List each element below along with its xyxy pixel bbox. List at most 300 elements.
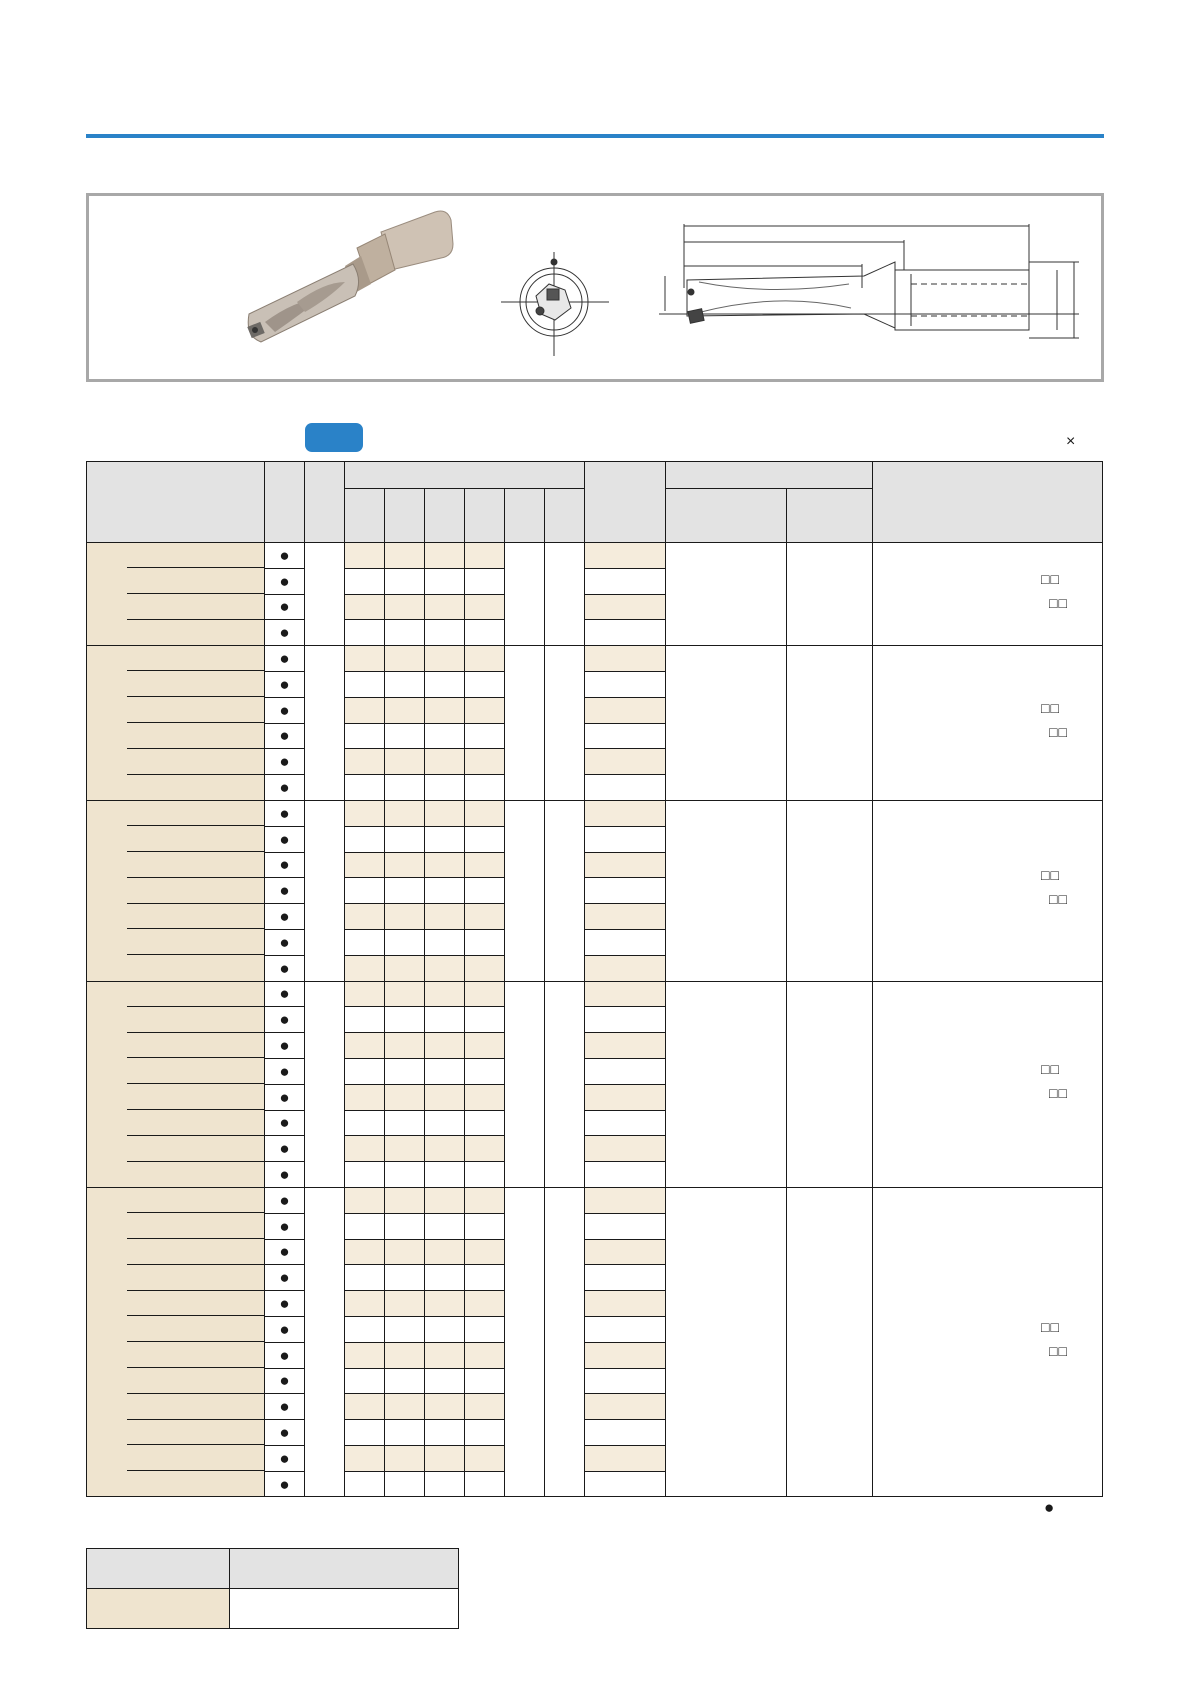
model-cell xyxy=(87,594,265,620)
dimension-cell xyxy=(425,1239,465,1265)
model-cell xyxy=(87,543,265,569)
drill-length-cell xyxy=(585,1368,666,1394)
legend-value-cell xyxy=(230,1589,459,1629)
dimension-cell xyxy=(385,981,425,1007)
dimension-cell xyxy=(465,1136,505,1162)
model-cell xyxy=(87,826,265,852)
dimension-merged-cell xyxy=(545,981,585,1187)
dimension-cell xyxy=(465,1187,505,1213)
insert-cell xyxy=(666,800,787,981)
dimension-cell xyxy=(345,568,385,594)
stock-cell: ● xyxy=(265,1239,305,1265)
dimension-cell xyxy=(345,1471,385,1497)
dimension-cell xyxy=(465,1368,505,1394)
dimension-cell xyxy=(465,826,505,852)
dimension-merged-cell xyxy=(505,646,545,801)
dimension-cell xyxy=(385,1445,425,1471)
dimension-cell xyxy=(425,1058,465,1084)
blank-column-cell xyxy=(305,800,345,981)
drill-length-cell xyxy=(585,1471,666,1497)
dimension-cell xyxy=(465,955,505,981)
dimension-cell xyxy=(465,1445,505,1471)
header-dim-2 xyxy=(385,489,425,543)
dimension-cell xyxy=(385,1187,425,1213)
dimension-cell xyxy=(385,929,425,955)
model-cell xyxy=(87,1007,265,1033)
dimension-cell xyxy=(345,929,385,955)
drill-length-cell xyxy=(585,594,666,620)
dimension-cell xyxy=(385,826,425,852)
insert-cell xyxy=(787,800,873,981)
stock-cell: ● xyxy=(265,620,305,646)
drill-length-cell xyxy=(585,800,666,826)
dimension-cell xyxy=(345,1239,385,1265)
dimension-cell xyxy=(465,878,505,904)
drill-length-cell xyxy=(585,1239,666,1265)
dimension-cell xyxy=(465,697,505,723)
drill-length-cell xyxy=(585,723,666,749)
drill-length-cell xyxy=(585,671,666,697)
dimension-cell xyxy=(385,800,425,826)
dimension-cell xyxy=(385,955,425,981)
header-dim-6 xyxy=(545,489,585,543)
stock-cell: ● xyxy=(265,1265,305,1291)
dimension-cell xyxy=(385,1110,425,1136)
stock-cell: ● xyxy=(265,852,305,878)
dimension-cell xyxy=(345,1084,385,1110)
parts-note-mark: □□ xyxy=(1049,1084,1068,1101)
dimension-cell xyxy=(425,1162,465,1188)
drill-length-cell xyxy=(585,646,666,672)
model-cell xyxy=(87,1368,265,1394)
parts-cell xyxy=(873,1187,1103,1497)
stock-cell: ● xyxy=(265,1368,305,1394)
header-drill-length xyxy=(585,462,666,543)
header-blank xyxy=(305,462,345,543)
dimension-cell xyxy=(345,594,385,620)
model-cell xyxy=(87,1239,265,1265)
stock-cell: ● xyxy=(265,929,305,955)
model-cell xyxy=(87,981,265,1007)
dimension-cell xyxy=(385,1368,425,1394)
model-cell xyxy=(87,904,265,930)
dimension-merged-cell xyxy=(545,543,585,646)
dimension-cell xyxy=(345,904,385,930)
stock-cell: ● xyxy=(265,1213,305,1239)
dimension-cell xyxy=(345,646,385,672)
dimension-cell xyxy=(385,620,425,646)
dimension-cell xyxy=(425,1394,465,1420)
model-cell xyxy=(87,1445,265,1471)
stock-cell: ● xyxy=(265,904,305,930)
dimension-cell xyxy=(345,1316,385,1342)
dimension-merged-cell xyxy=(505,543,545,646)
drill-length-cell xyxy=(585,1394,666,1420)
model-cell xyxy=(87,1162,265,1188)
header-dim-3 xyxy=(425,489,465,543)
dimension-cell xyxy=(345,775,385,801)
drill-length-cell xyxy=(585,1291,666,1317)
dimension-cell xyxy=(345,1136,385,1162)
dimension-cell xyxy=(425,671,465,697)
dimension-cell xyxy=(385,1007,425,1033)
dimension-cell xyxy=(385,646,425,672)
stock-cell: ● xyxy=(265,1394,305,1420)
model-cell xyxy=(87,1394,265,1420)
drill-length-cell xyxy=(585,929,666,955)
model-cell xyxy=(87,1058,265,1084)
model-cell xyxy=(87,800,265,826)
parts-note-mark: □□ xyxy=(1041,570,1060,587)
dimension-cell xyxy=(385,878,425,904)
header-insert-1 xyxy=(666,489,787,543)
drill-length-cell xyxy=(585,620,666,646)
parts-note-mark: □□ xyxy=(1041,699,1060,716)
model-cell xyxy=(87,671,265,697)
dimension-cell xyxy=(385,1136,425,1162)
drill-length-cell xyxy=(585,1058,666,1084)
dimension-cell xyxy=(465,1084,505,1110)
dimension-cell xyxy=(465,775,505,801)
dimension-cell xyxy=(385,1162,425,1188)
drill-length-cell xyxy=(585,697,666,723)
dimension-cell xyxy=(425,1471,465,1497)
model-cell xyxy=(87,878,265,904)
insert-cell xyxy=(666,981,787,1187)
drill-length-cell xyxy=(585,1342,666,1368)
stock-cell: ● xyxy=(265,671,305,697)
legend-table xyxy=(86,1548,459,1629)
drill-length-cell xyxy=(585,852,666,878)
stock-cell: ● xyxy=(265,1136,305,1162)
dimension-cell xyxy=(425,1213,465,1239)
dimension-cell xyxy=(345,826,385,852)
dimension-cell xyxy=(345,1291,385,1317)
dimension-cell xyxy=(345,1213,385,1239)
dimension-cell xyxy=(385,1471,425,1497)
dimension-cell xyxy=(465,1110,505,1136)
dimension-merged-cell xyxy=(545,1187,585,1497)
dimension-cell xyxy=(465,620,505,646)
dimension-cell xyxy=(425,878,465,904)
dimension-cell xyxy=(425,1342,465,1368)
product-photo xyxy=(247,211,453,342)
dimension-cell xyxy=(425,1110,465,1136)
dimension-cell xyxy=(345,981,385,1007)
table-row xyxy=(87,981,1103,1007)
dimension-cell xyxy=(425,929,465,955)
drill-length-cell xyxy=(585,1033,666,1059)
model-cell xyxy=(87,1084,265,1110)
stock-cell: ● xyxy=(265,1291,305,1317)
drill-length-cell xyxy=(585,749,666,775)
stock-cell: ● xyxy=(265,955,305,981)
stock-cell: ● xyxy=(265,775,305,801)
dimension-cell xyxy=(425,775,465,801)
dimension-cell xyxy=(465,1316,505,1342)
dimension-cell xyxy=(345,1162,385,1188)
model-cell xyxy=(87,852,265,878)
parts-note-mark: □□ xyxy=(1041,1060,1060,1077)
drill-length-cell xyxy=(585,1084,666,1110)
drill-length-cell xyxy=(585,568,666,594)
model-cell xyxy=(87,620,265,646)
dimension-merged-cell xyxy=(505,1187,545,1497)
dimension-cell xyxy=(425,749,465,775)
dimension-cell xyxy=(385,1316,425,1342)
dimension-cell xyxy=(345,1368,385,1394)
insert-cell xyxy=(787,646,873,801)
dimension-cell xyxy=(385,1058,425,1084)
drill-length-cell xyxy=(585,878,666,904)
dimension-cell xyxy=(465,1471,505,1497)
model-cell xyxy=(87,568,265,594)
stock-cell: ● xyxy=(265,826,305,852)
dimension-cell xyxy=(345,1007,385,1033)
parts-cell xyxy=(873,543,1103,646)
dimension-cell xyxy=(385,1291,425,1317)
product-figure-panel xyxy=(86,193,1104,382)
dimension-cell xyxy=(425,955,465,981)
dimension-cell xyxy=(425,852,465,878)
stock-cell: ● xyxy=(265,594,305,620)
dimension-cell xyxy=(465,723,505,749)
model-cell xyxy=(87,775,265,801)
stock-cell: ● xyxy=(265,800,305,826)
dimension-cell xyxy=(385,543,425,569)
dimension-cell xyxy=(425,543,465,569)
dimension-cell xyxy=(385,568,425,594)
dimension-cell xyxy=(465,904,505,930)
dimension-cell xyxy=(385,749,425,775)
header-model xyxy=(87,462,265,543)
model-cell xyxy=(87,723,265,749)
dimension-cell xyxy=(465,1213,505,1239)
drill-length-cell xyxy=(585,1445,666,1471)
dimension-merged-cell xyxy=(545,646,585,801)
drill-length-cell xyxy=(585,1316,666,1342)
stock-cell: ● xyxy=(265,878,305,904)
dimension-cell xyxy=(425,1291,465,1317)
multiply-mark: × xyxy=(1066,433,1076,450)
insert-cell xyxy=(787,543,873,646)
dimension-cell xyxy=(425,1445,465,1471)
dimension-cell xyxy=(345,1033,385,1059)
stock-cell: ● xyxy=(265,1342,305,1368)
model-cell xyxy=(87,1471,265,1497)
dimension-cell xyxy=(345,1187,385,1213)
dimension-cell xyxy=(425,826,465,852)
header-dim-1 xyxy=(345,489,385,543)
model-cell xyxy=(87,646,265,672)
dimension-cell xyxy=(345,1394,385,1420)
dimension-cell xyxy=(425,800,465,826)
blank-column-cell xyxy=(305,543,345,646)
stock-cell: ● xyxy=(265,1471,305,1497)
drill-length-cell xyxy=(585,904,666,930)
dimension-cell xyxy=(345,1110,385,1136)
model-cell xyxy=(87,1316,265,1342)
model-cell xyxy=(87,1342,265,1368)
drill-length-cell xyxy=(585,955,666,981)
stock-cell: ● xyxy=(265,568,305,594)
dimension-cell xyxy=(465,800,505,826)
dimension-cell xyxy=(385,594,425,620)
table-row xyxy=(87,1187,1103,1213)
dimension-merged-cell xyxy=(545,800,585,981)
drill-length-cell xyxy=(585,1213,666,1239)
dimension-cell xyxy=(465,594,505,620)
legend-stock-mark: ● xyxy=(1044,1498,1055,1517)
dimension-cell xyxy=(385,1213,425,1239)
series-badge xyxy=(305,423,363,452)
header-insert xyxy=(666,462,873,489)
dimension-cell xyxy=(385,1420,425,1446)
dimension-cell xyxy=(425,1033,465,1059)
dimension-cell xyxy=(345,800,385,826)
dimension-cell xyxy=(385,1033,425,1059)
stock-cell: ● xyxy=(265,1110,305,1136)
table-row xyxy=(87,543,1103,569)
dimension-cell xyxy=(425,1187,465,1213)
dimension-cell xyxy=(465,1033,505,1059)
header-dim-4 xyxy=(465,489,505,543)
specification-table xyxy=(86,461,1103,1497)
dimension-merged-cell xyxy=(505,800,545,981)
drill-length-cell xyxy=(585,1136,666,1162)
dimension-cell xyxy=(465,1394,505,1420)
stock-cell: ● xyxy=(265,1007,305,1033)
table-row xyxy=(87,646,1103,672)
stock-cell: ● xyxy=(265,723,305,749)
side-view-drawing xyxy=(659,224,1079,338)
insert-cell xyxy=(666,543,787,646)
drill-length-cell xyxy=(585,775,666,801)
dimension-cell xyxy=(345,955,385,981)
dimension-cell xyxy=(465,1058,505,1084)
dimension-cell xyxy=(425,1007,465,1033)
dimension-cell xyxy=(385,1084,425,1110)
legend-header-value xyxy=(230,1549,459,1589)
dimension-cell xyxy=(465,1239,505,1265)
dimension-cell xyxy=(425,1084,465,1110)
dimension-cell xyxy=(345,620,385,646)
dimension-cell xyxy=(385,904,425,930)
dimension-cell xyxy=(425,1136,465,1162)
end-view-drawing xyxy=(501,252,609,356)
stock-cell: ● xyxy=(265,1420,305,1446)
drill-length-cell xyxy=(585,981,666,1007)
legend-header-key xyxy=(87,1549,230,1589)
model-cell xyxy=(87,1291,265,1317)
dimension-cell xyxy=(465,1291,505,1317)
dimension-cell xyxy=(345,1058,385,1084)
dimension-cell xyxy=(465,1007,505,1033)
dimension-cell xyxy=(385,697,425,723)
stock-cell: ● xyxy=(265,1445,305,1471)
dimension-cell xyxy=(465,671,505,697)
dimension-cell xyxy=(465,981,505,1007)
dimension-cell xyxy=(345,671,385,697)
dimension-cell xyxy=(385,723,425,749)
dimension-cell xyxy=(465,1265,505,1291)
blank-column-cell xyxy=(305,981,345,1187)
model-cell xyxy=(87,749,265,775)
model-cell xyxy=(87,697,265,723)
dimension-cell xyxy=(385,775,425,801)
stock-cell: ● xyxy=(265,1162,305,1188)
dimension-cell xyxy=(385,1239,425,1265)
dimension-cell xyxy=(345,1445,385,1471)
dimension-merged-cell xyxy=(505,981,545,1187)
dimension-cell xyxy=(345,878,385,904)
drill-length-cell xyxy=(585,1110,666,1136)
stock-cell: ● xyxy=(265,981,305,1007)
dimension-cell xyxy=(345,1265,385,1291)
insert-cell xyxy=(666,646,787,801)
dimension-cell xyxy=(345,543,385,569)
header-parts xyxy=(873,462,1103,543)
stock-cell: ● xyxy=(265,1084,305,1110)
drill-length-cell xyxy=(585,1162,666,1188)
model-cell xyxy=(87,1110,265,1136)
parts-note-mark: □□ xyxy=(1049,594,1068,611)
drill-length-cell xyxy=(585,1187,666,1213)
dimension-cell xyxy=(385,1342,425,1368)
dimension-cell xyxy=(425,697,465,723)
model-cell xyxy=(87,1187,265,1213)
dimension-cell xyxy=(425,1420,465,1446)
parts-note-mark: □□ xyxy=(1049,723,1068,740)
drill-length-cell xyxy=(585,1265,666,1291)
legend-key-cell xyxy=(87,1589,230,1629)
dimension-cell xyxy=(465,1342,505,1368)
model-cell xyxy=(87,1265,265,1291)
dimension-cell xyxy=(465,543,505,569)
stock-cell: ● xyxy=(265,1187,305,1213)
drill-length-cell xyxy=(585,543,666,569)
model-cell xyxy=(87,1213,265,1239)
stock-cell: ● xyxy=(265,697,305,723)
insert-cell xyxy=(787,981,873,1187)
parts-note-mark: □□ xyxy=(1049,891,1068,908)
dimension-cell xyxy=(465,749,505,775)
model-cell xyxy=(87,955,265,981)
dimension-cell xyxy=(465,852,505,878)
parts-cell xyxy=(873,646,1103,801)
blank-column-cell xyxy=(305,1187,345,1497)
header-dimensions xyxy=(345,462,585,489)
product-figure xyxy=(89,196,1101,379)
dimension-cell xyxy=(345,852,385,878)
dimension-cell xyxy=(425,1265,465,1291)
dimension-cell xyxy=(465,1162,505,1188)
stock-cell: ● xyxy=(265,1033,305,1059)
dimension-cell xyxy=(425,568,465,594)
blank-column-cell xyxy=(305,646,345,801)
dimension-cell xyxy=(465,568,505,594)
parts-note-mark: □□ xyxy=(1049,1342,1068,1359)
dimension-cell xyxy=(465,1420,505,1446)
dimension-cell xyxy=(385,1394,425,1420)
dimension-cell xyxy=(385,1265,425,1291)
dimension-cell xyxy=(345,749,385,775)
model-cell xyxy=(87,1033,265,1059)
dimension-cell xyxy=(465,929,505,955)
stock-cell: ● xyxy=(265,646,305,672)
dimension-cell xyxy=(425,594,465,620)
stock-cell: ● xyxy=(265,1316,305,1342)
